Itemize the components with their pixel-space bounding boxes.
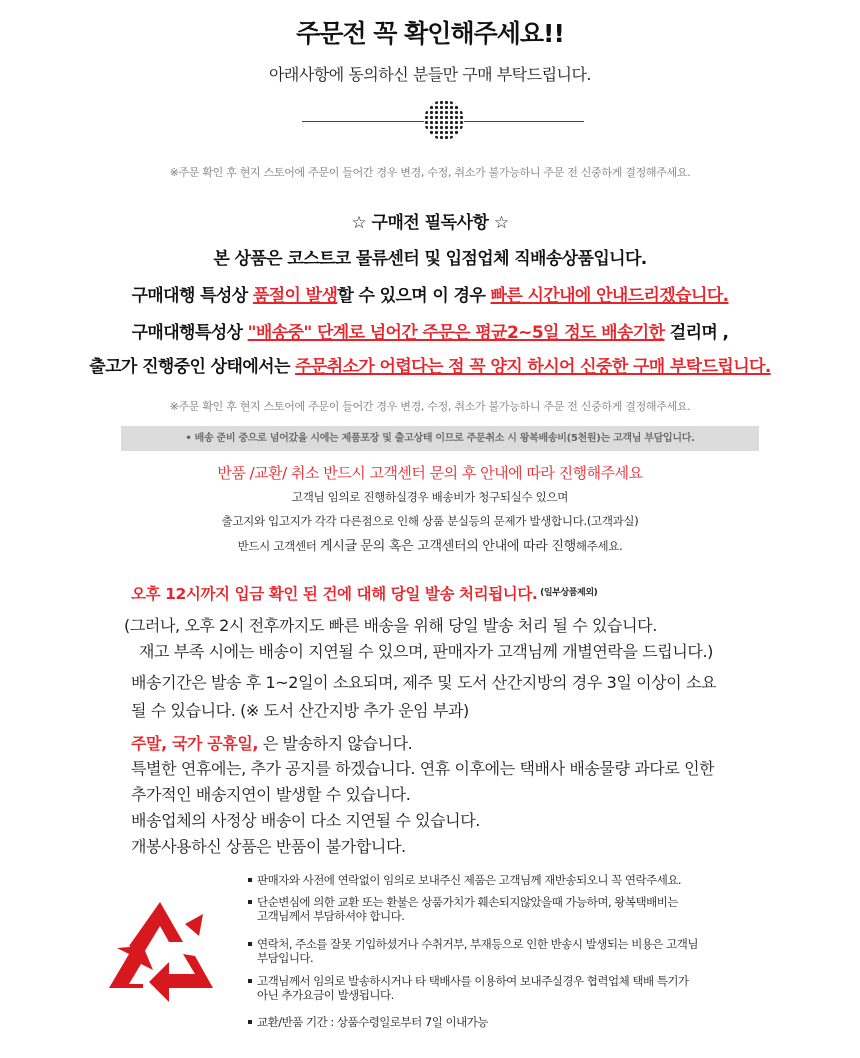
bullet-square [248,1020,252,1024]
must-read-line-2-c: 할 수 있으며 이 경우 [337,286,491,306]
must-read-line-3-c: 걸리며 , [664,323,729,343]
must-read-line-2-a: 구매대행 특성상 [131,286,253,306]
return-fee-bar: • 배송 준비 중으로 넘어갔을 시에는 제품포장 및 출고상태 이므로 주문취소 시 왕복배송비(5천원)는 고객님 부담입니다. [121,426,759,451]
policy-item-3-text-a: 연락처, 주소를 잘못 기입하셨거나 수취거부, 부재등으로 인한 반송시 발생되는 비용은 고객님 [257,937,699,951]
shipping-line-5-b: 은 발송하지 않습니다. [258,734,413,753]
must-read-line-3 [0,318,860,343]
must-read-line-4 [0,352,860,377]
policy-item-4 [248,974,788,1002]
policy-item-3 [248,937,788,965]
shipping-line-3: 배송기간은 발송 후 1~2일이 소요되며, 제주 및 도서 산간지방의 경우 3일 이상이 소요 [131,673,717,692]
same-day-shipping [131,582,597,604]
bullet-square [248,878,252,882]
shipping-line-6: 특별한 연휴에는, 추가 공지를 하겠습니다. 연휴 이후에는 택배사 배송물량 과다로 인한 [131,759,715,778]
shipping-line-2: 재고 부족 시에는 배송이 지연될 수 있으며, 판매자가 고객님께 개별연락을 드립니다.) [139,642,713,661]
soldout-highlight: 품절이 발생 [252,286,338,306]
must-read-line-3-a: 구매대행특성상 [131,323,248,343]
must-read-line-2 [0,281,860,306]
shipping-line-7: 추가적인 배송지연이 발생할 수 있습니다. [131,785,411,804]
page-subtitle: 아래사항에 동의하신 분들만 구매 부탁드립니다. [268,65,592,84]
policy-item-4-text-b: 아닌 추가요금이 발생됩니다. [257,988,394,1002]
quick-notice-highlight: 빠른 시간내에 안내드리겠습니다. [490,286,729,306]
must-read-title: ☆ 구매전 필독사항 ☆ [351,213,509,233]
holiday-highlight: 주말, 국가 공휴일, [131,734,259,753]
cancel-warning-highlight: 주문취소가 어렵다는 점 꼭 양지 하시어 신중한 구매 부탁드립니다. [295,357,771,377]
returns-line-3-c: 해주세요. [575,539,623,553]
policy-item-2 [248,895,788,923]
returns-line-2: 출고지와 입고지가 각각 다른점으로 인해 상품 분실등의 문제가 발생합니다.(고객과실) [221,514,639,528]
notice-top: ※주문 확인 후 현지 스토어에 주문이 들어간 경우 변경, 수정, 취소가 불가능하니 주문 전 신중하게 결정해주세요. [169,166,691,179]
policy-item-2-text-b: 고객님께서 부담하셔야 합니다. [257,909,405,923]
dots-circle-icon [424,100,464,140]
notice-mid: ※주문 확인 후 현지 스토어에 주문이 들어간 경우 변경, 수정, 취소가 불가능하니 주문 전 신중하게 결정해주세요. [169,400,691,413]
shipping-period-highlight: "배송중" 단계로 넘어간 주문은 평균2~5일 정도 배송기한 [247,323,665,343]
shipping-line-4: 될 수 있습니다. (※ 도서 산간지방 추가 운임 부과) [131,701,469,720]
same-day-shipping-exception: (일부상품제외) [537,588,598,598]
bullet-square [248,900,252,904]
must-read-line-1: 본 상품은 코스트코 물류센터 및 입점업체 직배송상품입니다. [213,249,647,269]
same-day-shipping-text: 오후 12시까지 입금 확인 된 건에 대해 당일 발송 처리됩니다. [131,585,538,603]
shipping-line-8: 배송업체의 사정상 배송이 다소 지연될 수 있습니다. [131,811,480,830]
policy-item-2-text-a: 단순변심에 의한 교환 또는 환불은 상품가치가 훼손되지않았을때 가능하며, 왕복택배비는 [257,895,678,909]
returns-line-3 [0,535,860,554]
must-read-line-4-a: 출고가 진행중인 상태에서는 [89,357,296,377]
bullet-square [248,942,252,946]
shipping-line-9: 개봉사용하신 상품은 반품이 불가합니다. [131,837,406,856]
policy-item-1 [248,873,788,887]
policy-item-1-text: 판매자와 사전에 연락없이 임의로 보내주신 제품은 고객님께 재반송되오니 꼭 연락주세요. [257,873,682,887]
shipping-line-1: (그러나, 오후 2시 전후까지도 빠른 배송을 위해 당일 발송 처리 될 수 있습니다. [124,616,657,635]
policy-item-4-text-a: 고객님께서 임의로 발송하시거나 타 택배사를 이용하여 보내주실경우 협력업체 택배 특기가 [257,974,689,988]
bullet-square [248,979,252,983]
returns-title: 반품 /교환/ 취소 반드시 고객센터 문의 후 안내에 따라 진행해주세요 [217,464,643,482]
policy-item-3-text-b: 부담입니다. [257,951,314,965]
policy-item-5 [248,1015,788,1029]
recycle-icon [103,896,218,1006]
policy-item-5-text: 교환/반품 기간 : 상품수령일로부터 7일 이내가능 [257,1015,488,1029]
returns-line-1: 고객님 임의로 진행하실경우 배송비가 청구되실수 있으며 [291,490,569,504]
returns-line-3-b: 게시글 문의 혹은 고객센터의 안내에 따라 진행 [319,539,576,554]
returns-line-3-a: 반드시 고객센터 [237,539,320,553]
page-title: 주문전 꼭 확인해주세요!! [296,19,564,48]
shipping-line-5 [131,731,412,754]
